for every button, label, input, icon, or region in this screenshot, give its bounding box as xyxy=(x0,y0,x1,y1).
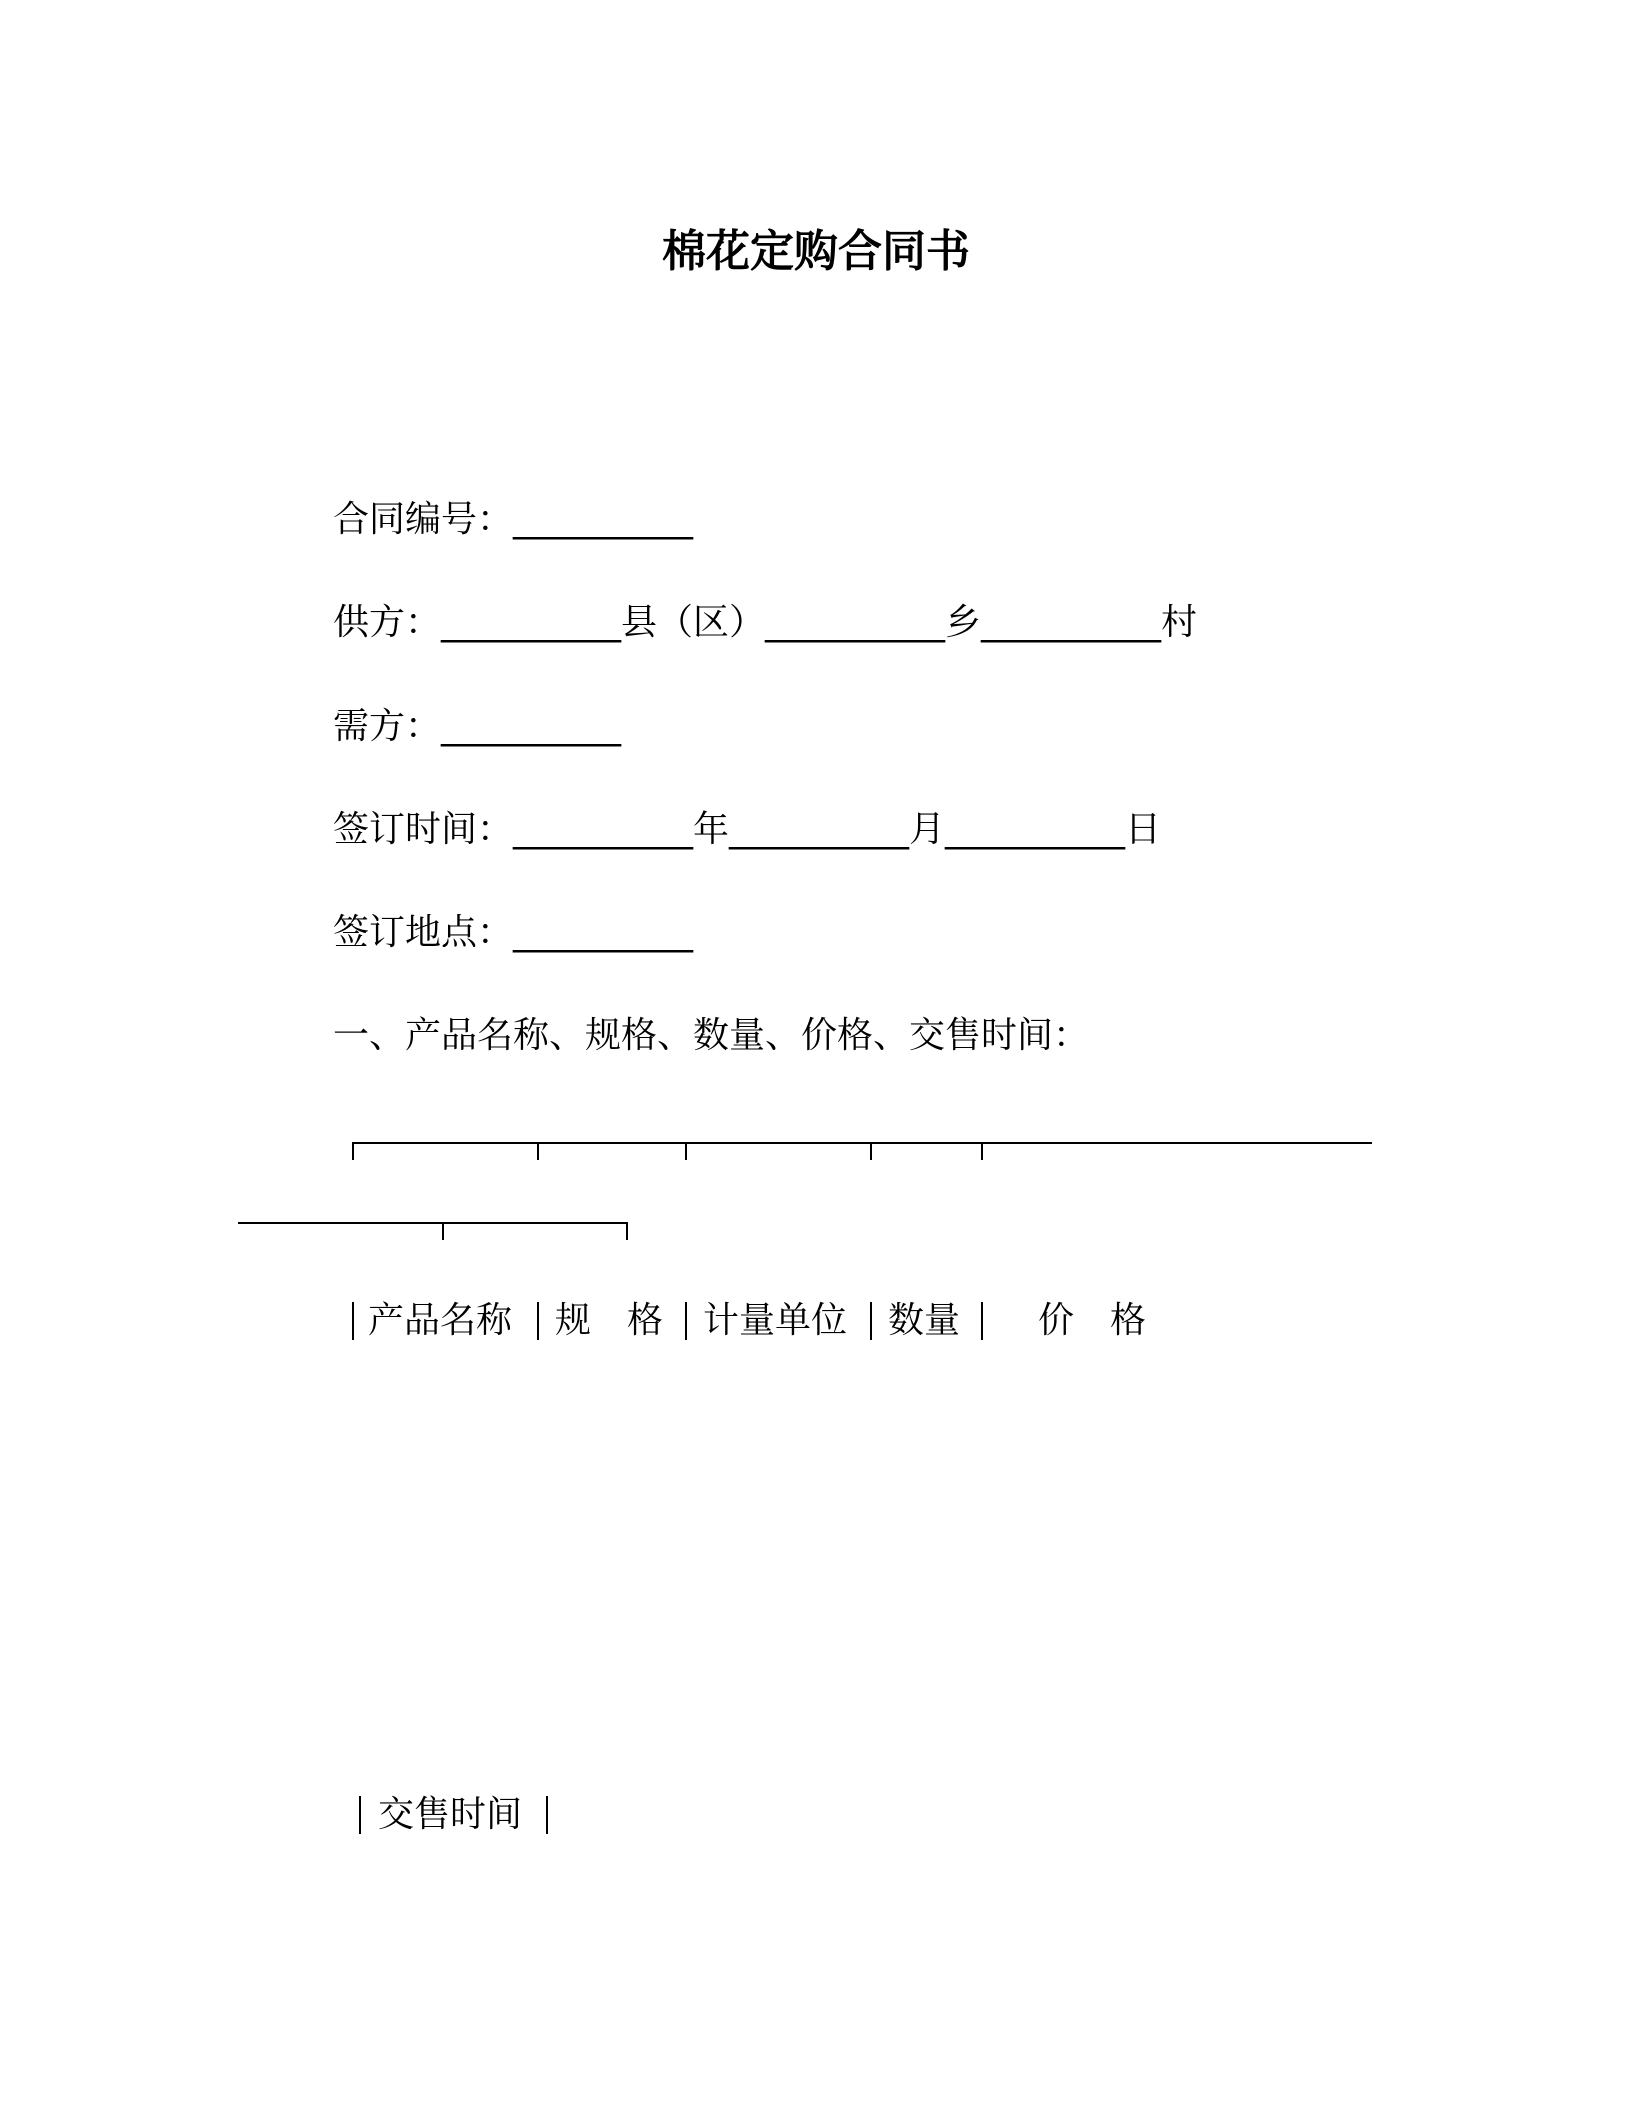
header-product-name: 产品名称 xyxy=(368,1300,513,1341)
header-delivery-time: 交售时间 xyxy=(378,1794,523,1835)
header-spec: 规 格 xyxy=(555,1300,664,1341)
document-title: 棉花定购合同书 xyxy=(662,226,970,277)
header-price: 价 格 xyxy=(1038,1300,1147,1341)
contract-number-field: 合同编号：__________ xyxy=(333,499,694,540)
buyer-field: 需方：__________ xyxy=(333,706,622,747)
header-unit: 计量单位 xyxy=(703,1300,848,1341)
sign-date-field: 签订时间：__________年__________月__________日 xyxy=(333,809,1162,850)
header-quantity: 数量 xyxy=(888,1300,961,1341)
section-1-heading: 一、产品名称、规格、数量、价格、交售时间： xyxy=(333,1015,1090,1056)
sign-place-field: 签订地点：__________ xyxy=(333,912,694,953)
supplier-field: 供方：__________县（区）__________乡__________村 xyxy=(333,602,1198,643)
